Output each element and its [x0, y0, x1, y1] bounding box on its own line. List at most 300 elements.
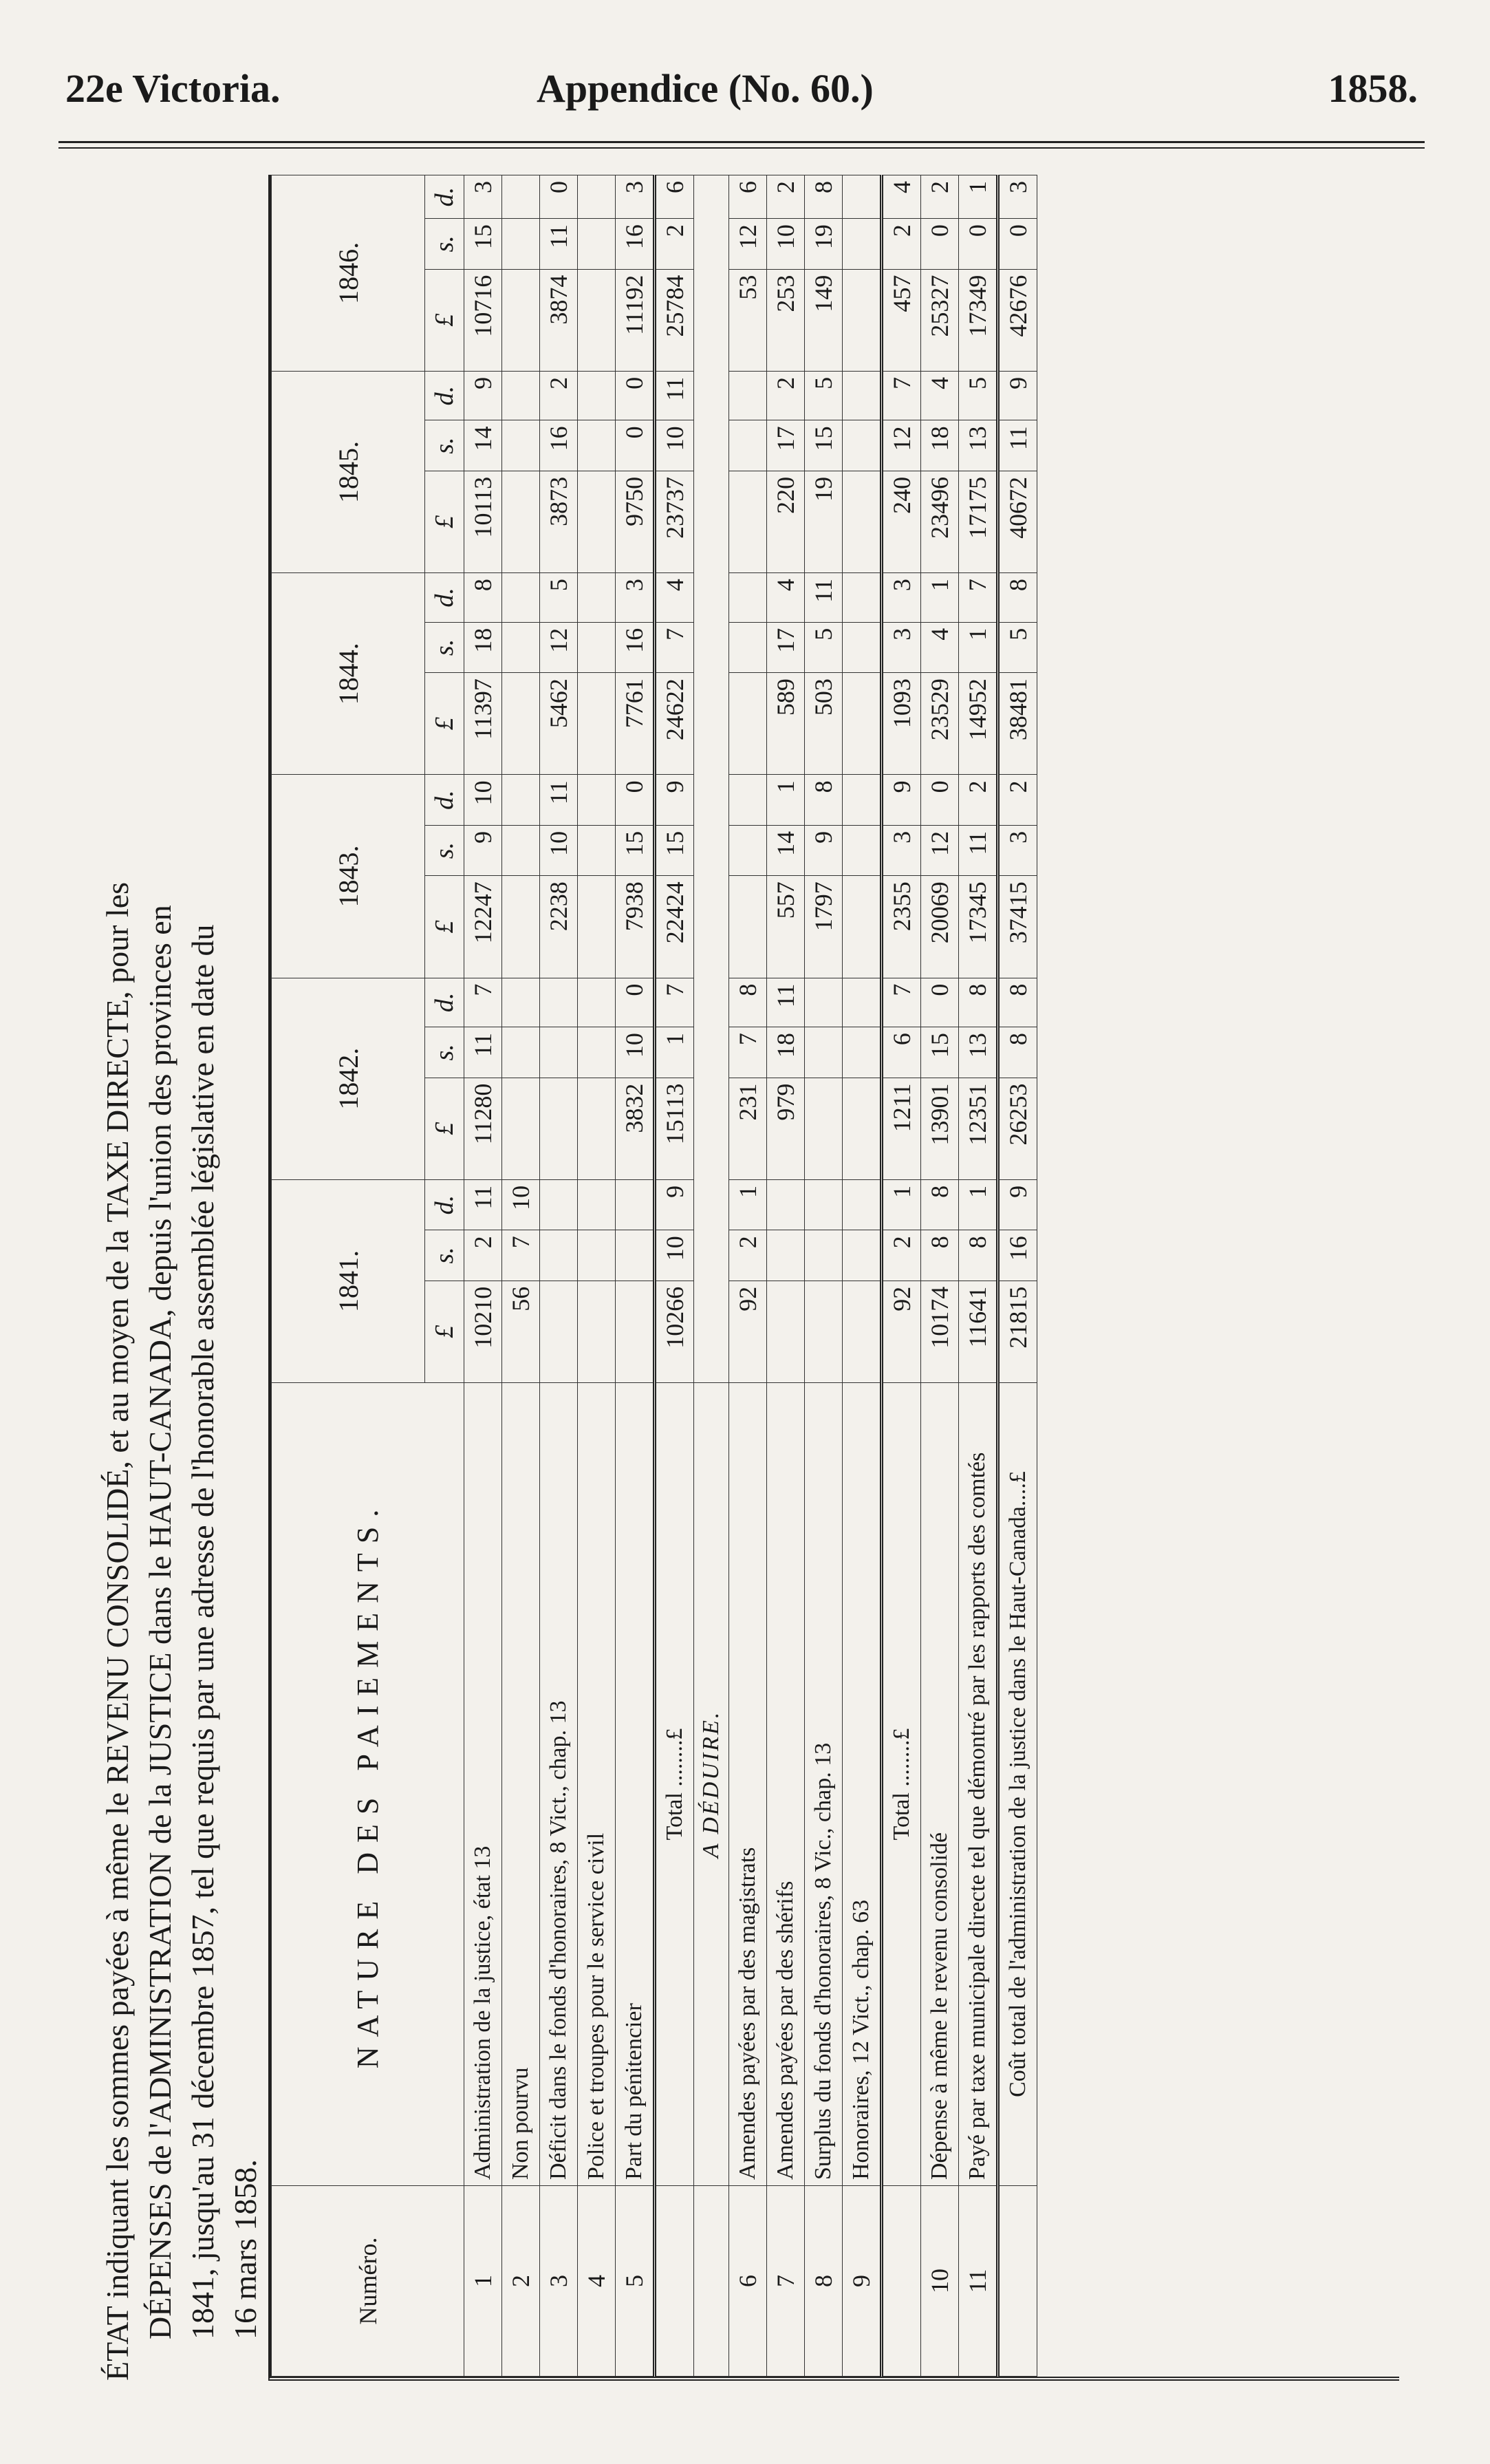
amount-cell: 4	[921, 622, 959, 672]
amount-cell: 20069	[921, 876, 959, 978]
amount-cell: 15	[805, 420, 843, 471]
row-label: Amendes payées par des shérifs	[767, 1383, 805, 2186]
amount-cell: 1093	[882, 673, 921, 775]
header-right: 1858.	[1328, 66, 1418, 111]
amount-cell	[729, 622, 767, 672]
amount-cell	[540, 1027, 578, 1078]
year-header: 1844.	[272, 573, 425, 775]
amount-cell: 16	[540, 420, 578, 471]
amount-cell: 8	[464, 573, 502, 623]
unit-header: d.	[425, 175, 464, 219]
amount-cell: 7	[882, 978, 921, 1027]
unit-header: s.	[425, 1027, 464, 1078]
amount-cell: 5	[540, 573, 578, 623]
amount-cell: 1797	[805, 876, 843, 978]
amount-cell	[578, 1230, 616, 1281]
amount-cell	[540, 978, 578, 1027]
row-label: Total ........£	[655, 1383, 694, 2186]
amount-cell: 11	[655, 371, 694, 420]
amount-cell	[843, 1281, 882, 1382]
amount-cell: 2	[882, 219, 921, 269]
table-row	[540, 175, 578, 2377]
unit-header: £	[425, 471, 464, 572]
amount-cell	[502, 1078, 540, 1179]
amount-cell	[843, 622, 882, 672]
row-label: Amendes payées par des magistrats	[729, 1383, 767, 2186]
amount-cell	[843, 673, 882, 775]
amount-cell	[843, 471, 882, 572]
amount-cell: 503	[805, 673, 843, 775]
table-row	[578, 175, 616, 2377]
amount-cell: 14952	[959, 673, 998, 775]
amount-cell	[578, 269, 616, 371]
amount-cell: 14	[464, 420, 502, 471]
table-row	[921, 175, 959, 2377]
amount-cell: 24622	[655, 673, 694, 775]
amount-cell	[805, 1027, 843, 1078]
amount-cell	[578, 175, 616, 219]
amount-cell: 10	[655, 420, 694, 471]
amount-cell	[767, 1179, 805, 1230]
amount-cell	[502, 622, 540, 672]
amount-cell	[578, 825, 616, 875]
amount-cell: 10	[616, 1027, 655, 1078]
amount-cell: 11641	[959, 1281, 998, 1382]
amount-cell: 8	[959, 978, 998, 1027]
amount-cell: 3	[998, 825, 1037, 875]
amount-cell: 3	[882, 573, 921, 623]
row-number: 9	[843, 2186, 882, 2377]
amount-cell	[502, 175, 540, 219]
unit-header: £	[425, 269, 464, 371]
amount-cell: 56	[502, 1281, 540, 1382]
year-header-row	[272, 175, 425, 2377]
amount-cell: 3	[998, 175, 1037, 219]
amount-cell	[502, 269, 540, 371]
amount-cell	[843, 1078, 882, 1179]
row-label: Honoraires, 12 Vict., chap. 63	[843, 1383, 882, 2186]
amount-cell: 18	[921, 420, 959, 471]
amount-cell: 0	[616, 420, 655, 471]
amount-cell: 11	[540, 219, 578, 269]
amount-cell: 9	[464, 371, 502, 420]
amount-cell	[578, 219, 616, 269]
amount-cell: 7	[464, 978, 502, 1027]
amount-cell	[767, 1281, 805, 1382]
unit-header: s.	[425, 622, 464, 672]
amount-cell: 12351	[959, 1078, 998, 1179]
table-row	[655, 175, 694, 2377]
amount-cell: 17175	[959, 471, 998, 572]
rotated-content	[96, 179, 1417, 2381]
year-header: 1846.	[272, 175, 425, 372]
amount-cell: 11	[464, 1179, 502, 1230]
amount-cell	[502, 775, 540, 825]
amount-cell	[578, 1179, 616, 1230]
amount-cell: 7938	[616, 876, 655, 978]
amount-cell: 19	[805, 219, 843, 269]
amount-cell: 7	[882, 371, 921, 420]
amount-cell: 17	[767, 622, 805, 672]
amount-cell: 42676	[998, 269, 1037, 371]
amount-cell	[540, 1281, 578, 1382]
row-label: Coût total de l'administration de la justice dans le Haut-Canada....£	[998, 1383, 1037, 2186]
amount-cell: 9	[464, 825, 502, 875]
amount-cell: 8	[729, 978, 767, 1027]
table-container	[268, 175, 1399, 2381]
amount-cell	[843, 269, 882, 371]
amount-cell: 7	[655, 622, 694, 672]
amount-cell	[729, 876, 767, 978]
amount-cell	[843, 219, 882, 269]
amount-cell: 15	[464, 219, 502, 269]
amount-cell	[502, 219, 540, 269]
amount-cell: 240	[882, 471, 921, 572]
unit-header: £	[425, 1078, 464, 1179]
amount-cell: 220	[767, 471, 805, 572]
amount-cell	[578, 978, 616, 1027]
year-header: 1841.	[272, 1179, 425, 1382]
amount-cell	[843, 1179, 882, 1230]
amount-cell: 22424	[655, 876, 694, 978]
amount-cell	[843, 978, 882, 1027]
amount-cell: 0	[616, 371, 655, 420]
section-empty	[694, 175, 729, 1383]
amount-cell: 11397	[464, 673, 502, 775]
table-row	[843, 175, 882, 2377]
amount-cell: 11	[464, 1027, 502, 1078]
row-label: Total ........£	[882, 1383, 921, 2186]
amount-cell: 26253	[998, 1078, 1037, 1179]
amount-cell	[502, 573, 540, 623]
row-label: Part du pénitencier	[616, 1383, 655, 2186]
amount-cell: 9	[805, 825, 843, 875]
title-line: 1841, jusqu'au 31 décembre 1857, tel que requis par une adresse de l'honorable assemblée législative en date du	[185, 924, 220, 2339]
row-label: Payé par taxe municipale directe tel que démontré par les rapports des comtés	[959, 1383, 998, 2186]
amount-cell: 253	[767, 269, 805, 371]
amount-cell	[540, 1078, 578, 1179]
amount-cell: 11280	[464, 1078, 502, 1179]
title-line: ÉTAT indiquant les sommes payées à même le REVENU CONSOLIDÉ, et au moyen de la TAXE DIRECTE, pour les	[100, 881, 135, 2381]
amount-cell	[502, 673, 540, 775]
amount-cell	[843, 1027, 882, 1078]
amount-cell	[502, 420, 540, 471]
amount-cell	[843, 825, 882, 875]
table-row	[998, 175, 1037, 2377]
amount-cell: 0	[616, 978, 655, 1027]
amount-cell: 23496	[921, 471, 959, 572]
amount-cell: 5462	[540, 673, 578, 775]
amount-cell: 3	[882, 622, 921, 672]
amount-cell: 18	[464, 622, 502, 672]
amount-cell: 25784	[655, 269, 694, 371]
row-label: Administration de la justice, état 13	[464, 1383, 502, 2186]
amount-cell: 2	[767, 175, 805, 219]
amount-cell: 9750	[616, 471, 655, 572]
amount-cell: 457	[882, 269, 921, 371]
amount-cell: 10	[464, 775, 502, 825]
amount-cell: 11	[959, 825, 998, 875]
amount-cell	[578, 673, 616, 775]
amount-cell: 3	[616, 175, 655, 219]
amount-cell: 2	[921, 175, 959, 219]
table-row	[959, 175, 998, 2377]
amount-cell: 9	[998, 1179, 1037, 1230]
amount-cell: 25327	[921, 269, 959, 371]
row-number	[655, 2186, 694, 2377]
amount-cell: 12247	[464, 876, 502, 978]
amount-cell: 15	[655, 825, 694, 875]
amount-cell: 0	[921, 775, 959, 825]
amount-cell: 92	[729, 1281, 767, 1382]
amount-cell: 1	[655, 1027, 694, 1078]
amount-cell: 1	[767, 775, 805, 825]
unit-header: d.	[425, 1179, 464, 1230]
amount-cell	[805, 1281, 843, 1382]
table-row	[767, 175, 805, 2377]
amount-cell: 6	[882, 1027, 921, 1078]
row-label: Non pourvu	[502, 1383, 540, 2186]
amount-cell: 10174	[921, 1281, 959, 1382]
amount-cell: 12	[540, 622, 578, 672]
unit-header: £	[425, 673, 464, 775]
amount-cell	[843, 1230, 882, 1281]
row-number: 2	[502, 2186, 540, 2377]
amount-cell: 12	[921, 825, 959, 875]
amount-cell: 4	[767, 573, 805, 623]
table-row	[616, 175, 655, 2377]
amount-cell: 2355	[882, 876, 921, 978]
amount-cell	[502, 1027, 540, 1078]
amount-cell: 7	[959, 573, 998, 623]
header-rule-2	[58, 147, 1425, 149]
amount-cell: 979	[767, 1078, 805, 1179]
amount-cell: 21815	[998, 1281, 1037, 1382]
amount-cell	[578, 1027, 616, 1078]
amount-cell: 8	[959, 1230, 998, 1281]
amount-cell: 4	[655, 573, 694, 623]
amount-cell: 17345	[959, 876, 998, 978]
amount-cell	[843, 420, 882, 471]
amount-cell	[578, 876, 616, 978]
row-number: 11	[959, 2186, 998, 2377]
amount-cell: 2	[767, 371, 805, 420]
amount-cell: 11	[998, 420, 1037, 471]
section-row	[694, 175, 729, 2377]
amount-cell: 9	[655, 1179, 694, 1230]
amount-cell: 0	[616, 775, 655, 825]
unit-header: d.	[425, 978, 464, 1027]
amount-cell: 13	[959, 1027, 998, 1078]
unit-header: £	[425, 876, 464, 978]
amount-cell: 0	[921, 219, 959, 269]
amount-cell: 2	[464, 1230, 502, 1281]
amount-cell: 10266	[655, 1281, 694, 1382]
amount-cell	[578, 371, 616, 420]
header-left: 22e Victoria.	[65, 66, 281, 111]
amount-cell: 38481	[998, 673, 1037, 775]
row-number: 8	[805, 2186, 843, 2377]
amount-cell: 9	[882, 775, 921, 825]
amount-cell	[578, 420, 616, 471]
amount-cell: 8	[998, 1027, 1037, 1078]
amount-cell: 2	[540, 371, 578, 420]
amount-cell: 12	[882, 420, 921, 471]
section-num-cell	[694, 2186, 729, 2377]
amount-cell: 5	[959, 371, 998, 420]
amount-cell	[767, 1230, 805, 1281]
header-rule	[58, 141, 1425, 143]
amount-cell: 5	[998, 622, 1037, 672]
amount-cell	[578, 1078, 616, 1179]
amount-cell	[616, 1230, 655, 1281]
amount-cell: 1	[729, 1179, 767, 1230]
payments-table	[271, 175, 1037, 2377]
amount-cell: 8	[998, 978, 1037, 1027]
amount-cell: 2	[998, 775, 1037, 825]
amount-cell: 1211	[882, 1078, 921, 1179]
row-number	[998, 2186, 1037, 2377]
amount-cell: 8	[805, 175, 843, 219]
row-number: 3	[540, 2186, 578, 2377]
amount-cell: 0	[921, 978, 959, 1027]
amount-cell: 557	[767, 876, 805, 978]
amount-cell: 5	[805, 622, 843, 672]
amount-cell: 8	[998, 573, 1037, 623]
amount-cell	[729, 825, 767, 875]
amount-cell	[729, 420, 767, 471]
numero-header: Numéro.	[272, 2186, 464, 2377]
amount-cell	[502, 876, 540, 978]
table-body	[464, 175, 1037, 2377]
amount-cell	[843, 371, 882, 420]
amount-cell	[805, 1078, 843, 1179]
amount-cell: 11	[540, 775, 578, 825]
amount-cell: 10210	[464, 1281, 502, 1382]
amount-cell: 15	[616, 825, 655, 875]
table-row	[502, 175, 540, 2377]
amount-cell: 37415	[998, 876, 1037, 978]
amount-cell: 3	[616, 573, 655, 623]
amount-cell: 53	[729, 269, 767, 371]
row-number: 6	[729, 2186, 767, 2377]
nature-header: NATURE DES PAIEMENTS.	[272, 1383, 464, 2186]
amount-cell	[729, 471, 767, 572]
unit-header: d.	[425, 573, 464, 623]
row-number: 1	[464, 2186, 502, 2377]
amount-cell: 2	[882, 1230, 921, 1281]
table-row	[464, 175, 502, 2377]
amount-cell: 10	[502, 1179, 540, 1230]
amount-cell: 1	[959, 1179, 998, 1230]
amount-cell: 2	[729, 1230, 767, 1281]
amount-cell	[616, 1179, 655, 1230]
amount-cell	[729, 775, 767, 825]
amount-cell	[578, 573, 616, 623]
amount-cell	[805, 978, 843, 1027]
amount-cell: 8	[921, 1230, 959, 1281]
row-number	[882, 2186, 921, 2377]
amount-cell: 1	[959, 622, 998, 672]
amount-cell: 13901	[921, 1078, 959, 1179]
amount-cell: 92	[882, 1281, 921, 1382]
amount-cell: 16	[998, 1230, 1037, 1281]
amount-cell: 5	[805, 371, 843, 420]
amount-cell: 13	[959, 420, 998, 471]
amount-cell	[843, 573, 882, 623]
amount-cell: 17349	[959, 269, 998, 371]
amount-cell: 10113	[464, 471, 502, 572]
amount-cell: 19	[805, 471, 843, 572]
amount-cell: 11192	[616, 269, 655, 371]
table-row	[729, 175, 767, 2377]
amount-cell: 3874	[540, 269, 578, 371]
unit-header: £	[425, 1281, 464, 1382]
amount-cell: 15	[921, 1027, 959, 1078]
table-row	[805, 175, 843, 2377]
unit-header: d.	[425, 775, 464, 825]
amount-cell: 40672	[998, 471, 1037, 572]
amount-cell	[578, 1281, 616, 1382]
amount-cell: 0	[959, 219, 998, 269]
amount-cell: 12	[729, 219, 767, 269]
amount-cell: 589	[767, 673, 805, 775]
amount-cell	[578, 775, 616, 825]
amount-cell: 1	[882, 1179, 921, 1230]
amount-cell: 7	[502, 1230, 540, 1281]
amount-cell	[502, 825, 540, 875]
amount-cell: 6	[729, 175, 767, 219]
amount-cell: 10	[540, 825, 578, 875]
amount-cell: 231	[729, 1078, 767, 1179]
amount-cell: 0	[998, 219, 1037, 269]
amount-cell: 16	[616, 622, 655, 672]
amount-cell: 2	[655, 219, 694, 269]
row-label: Déficit dans le fonds d'honoraires, 8 Vict., chap. 13	[540, 1383, 578, 2186]
amount-cell: 10	[655, 1230, 694, 1281]
amount-cell: 3	[882, 825, 921, 875]
unit-header: s.	[425, 1230, 464, 1281]
amount-cell	[843, 775, 882, 825]
row-number: 10	[921, 2186, 959, 2377]
row-label: Dépense à même le revenu consolidé	[921, 1383, 959, 2186]
amount-cell	[843, 876, 882, 978]
unit-header: s.	[425, 825, 464, 875]
amount-cell	[502, 471, 540, 572]
unit-header: s.	[425, 219, 464, 269]
amount-cell: 10716	[464, 269, 502, 371]
amount-cell	[578, 471, 616, 572]
table-row	[882, 175, 921, 2377]
amount-cell: 149	[805, 269, 843, 371]
amount-cell: 1	[921, 573, 959, 623]
amount-cell: 4	[921, 371, 959, 420]
amount-cell	[843, 175, 882, 219]
amount-cell: 0	[540, 175, 578, 219]
title-line: 16 mars 1858.	[228, 2159, 263, 2339]
amount-cell	[502, 371, 540, 420]
title-line: DÉPENSES de l'ADMINISTRATION de la JUSTICE dans le HAUT-CANADA, depuis l'union des provinces en	[142, 905, 177, 2339]
amount-cell: 9	[998, 371, 1037, 420]
amount-cell: 3	[464, 175, 502, 219]
unit-header: d.	[425, 371, 464, 420]
amount-cell: 2	[959, 775, 998, 825]
amount-cell: 23529	[921, 673, 959, 775]
amount-cell: 18	[767, 1027, 805, 1078]
amount-cell: 16	[616, 219, 655, 269]
amount-cell: 11	[767, 978, 805, 1027]
amount-cell: 2238	[540, 876, 578, 978]
